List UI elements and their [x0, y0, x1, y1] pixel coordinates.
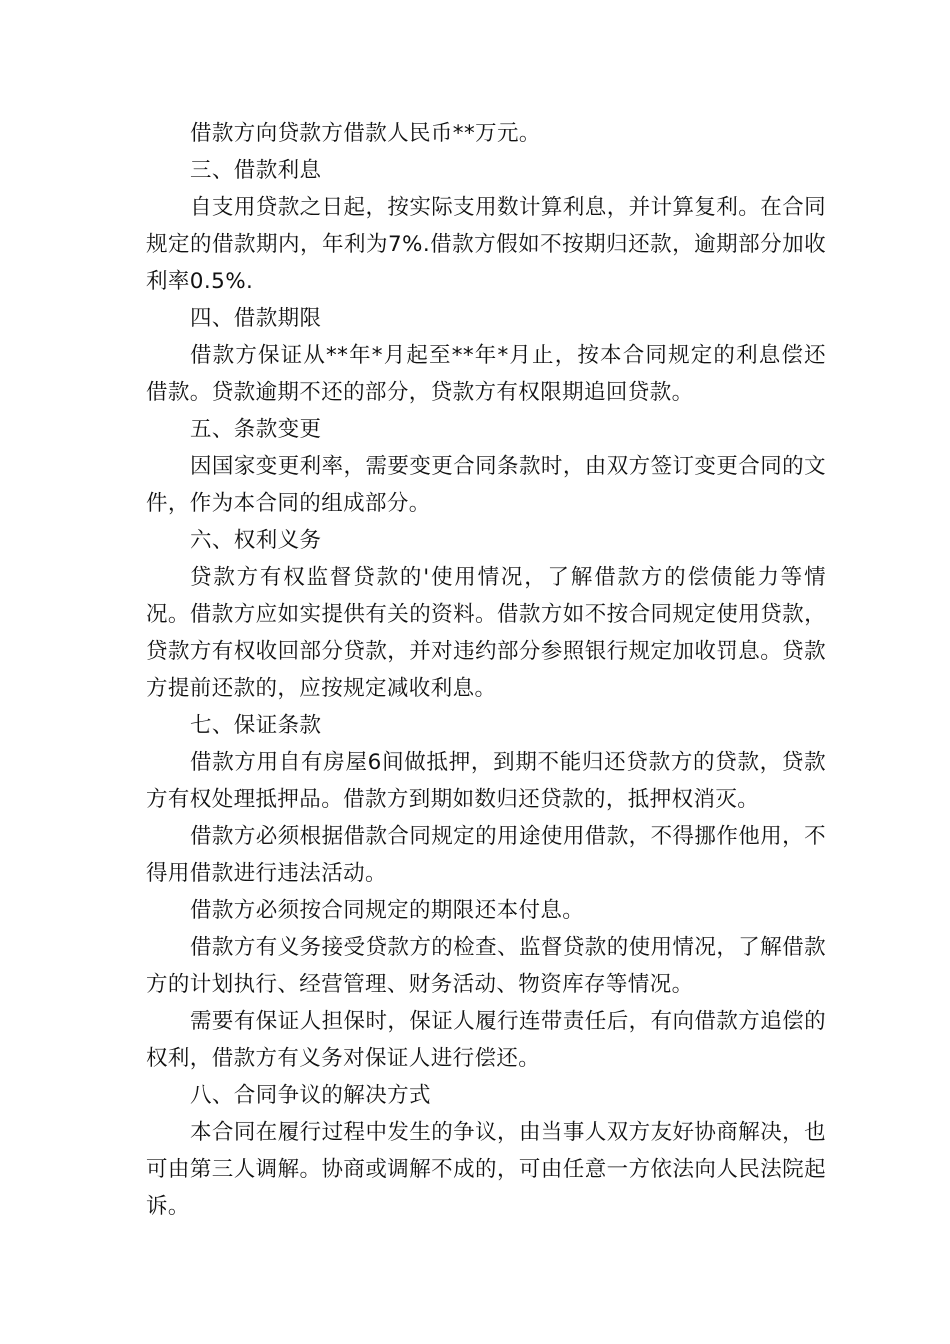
paragraph-guarantee-usage: 借款方必须根据借款合同规定的用途使用借款，不得挪作他用，不得用借款进行违法活动。 — [146, 824, 826, 886]
heading-guarantee: 七、保证条款 — [190, 713, 322, 738]
paragraph-dispute-resolution: 本合同在履行过程中发生的争议，由当事人双方友好协商解决，也可由第三人调解。协商或调解不成的，可由任意一方依法向人民法院起诉。 — [146, 1120, 826, 1219]
paragraph-rights-obligations: 贷款方有权监督贷款的'使用情况，了解借款方的偿债能力等情况。借款方应如实提供有关的资料。借款方如不按合同规定使用贷款，贷款方有权收回部分贷款，并对违约部分参照银行规定加收罚息。贷款方提前还款的，应按规定减收利息。 — [146, 565, 826, 701]
paragraph-guarantee-mortgage: 借款方用自有房屋6间做抵押，到期不能归还贷款方的贷款，贷款方有权处理抵押品。借款方到期如数归还贷款的，抵押权消灭。 — [146, 750, 826, 812]
paragraph-term: 借款方保证从**年*月起至**年*月止，按本合同规定的利息偿还借款。贷款逾期不还的部分，贷款方有权限期追回贷款。 — [146, 343, 826, 405]
heading-interest: 三、借款利息 — [190, 158, 322, 183]
heading-dispute-resolution: 八、合同争议的解决方式 — [190, 1083, 431, 1108]
heading-term: 四、借款期限 — [190, 306, 322, 331]
heading-amendment: 五、条款变更 — [190, 417, 322, 442]
paragraph-guarantee-inspection: 借款方有义务接受贷款方的检查、监督贷款的使用情况，了解借款方的计划执行、经营管理、财务活动、物资库存等情况。 — [146, 935, 826, 997]
paragraph-guarantee-repayment: 借款方必须按合同规定的期限还本付息。 — [190, 898, 585, 923]
paragraph-loan-amount: 借款方向贷款方借款人民币**万元。 — [190, 121, 541, 146]
paragraph-interest: 自支用贷款之日起，按实际支用数计算利息，并计算复利。在合同规定的借款期内，年利为7%.借款方假如不按期归还款，逾期部分加收利率0.5%. — [146, 195, 826, 294]
paragraph-guarantee-guarantor: 需要有保证人担保时，保证人履行连带责任后，有向借款方追偿的权利，借款方有义务对保证人进行偿还。 — [146, 1009, 826, 1071]
paragraph-amendment: 因国家变更利率，需要变更合同条款时，由双方签订变更合同的文件，作为本合同的组成部分。 — [146, 454, 826, 516]
heading-rights-obligations: 六、权利义务 — [190, 528, 322, 553]
document-page — [146, 115, 826, 1225]
